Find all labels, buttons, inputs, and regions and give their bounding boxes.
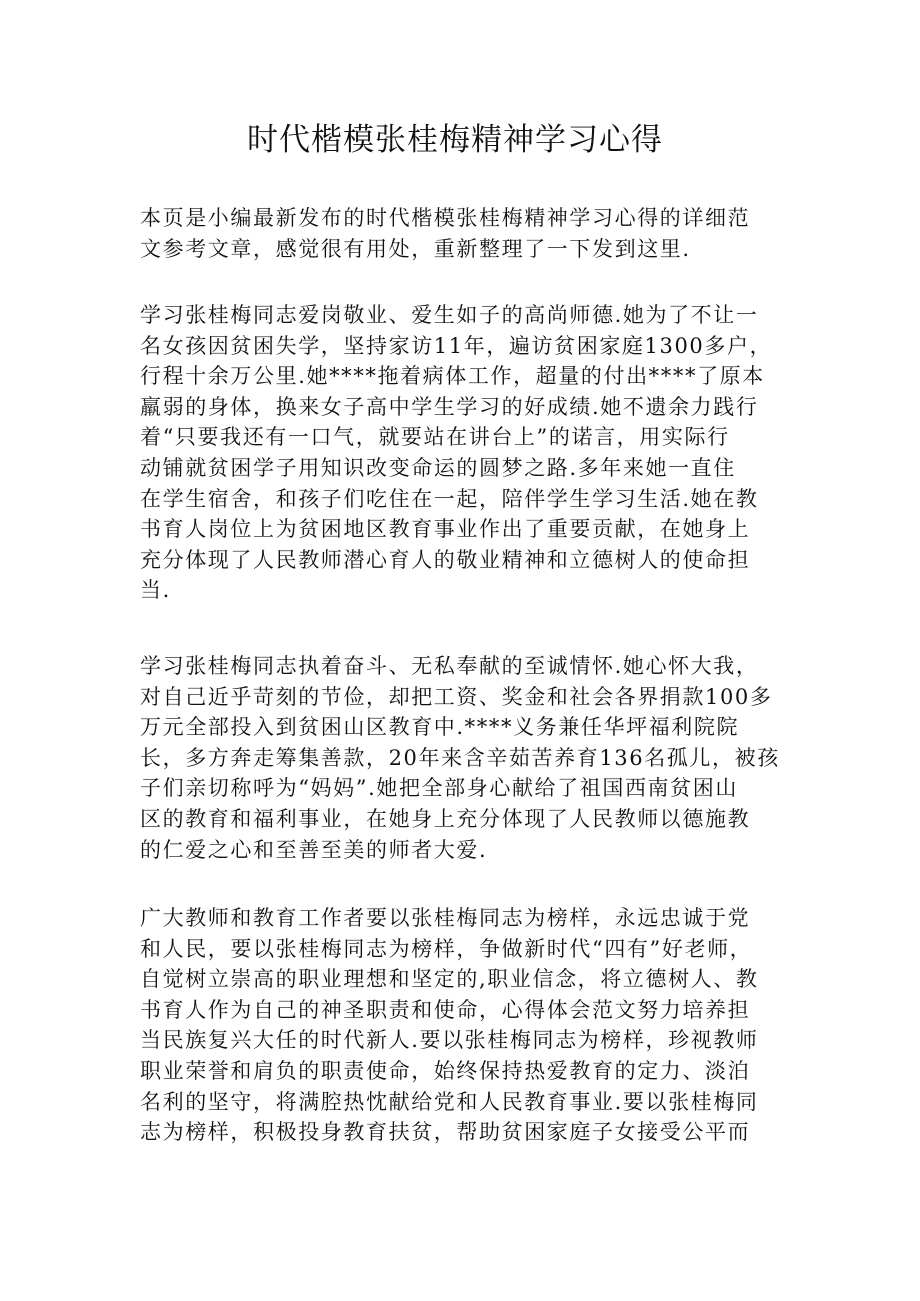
paragraph-line: 行程十余万公里.她****拖着病体工作，超量的付出****了原本 — [140, 364, 765, 389]
paragraph-line: 长，多方奔走筹集善款，20年来含辛茹苦养育136名孤儿，被孩 — [140, 745, 780, 770]
body-paragraph-1 — [140, 300, 780, 606]
paragraph-line: 当民族复兴大任的时代新人.要以张桂梅同志为榜样，珍视教师 — [140, 1028, 759, 1053]
paragraph-line: 名女孩因贫困失学，坚持家访11年，遍访贫困家庭1300多户， — [140, 333, 773, 358]
paragraph-line: 志为榜样，积极投身教育扶贫，帮助贫困家庭子女接受公平而 — [140, 1120, 751, 1145]
paragraph-line: 自觉树立崇高的职业理想和坚定的,职业信念，将立德树人、教 — [140, 967, 759, 992]
body-paragraph-3 — [140, 903, 780, 1148]
paragraph-line: 的仁爱之心和至善至美的师者大爱. — [140, 837, 488, 862]
paragraph-line: 充分体现了人民教师潜心育人的敬业精神和立德树人的使命担 — [140, 547, 751, 572]
paragraph-line: 区的教育和福利事业，在她身上充分体现了人民教师以德施教 — [140, 806, 751, 831]
paragraph-line: 着“只要我还有一口气，就要站在讲台上”的诺言，用实际行 — [140, 425, 730, 450]
paragraph-line: 广大教师和教育工作者要以张桂梅同志为榜样，永远忠诚于党 — [140, 906, 751, 930]
paragraph-line: 学习张桂梅同志执着奋斗、无私奉献的至诚情怀.她心怀大我， — [140, 654, 759, 678]
paragraph-line: 文参考文章，感觉很有用处，重新整理了一下发到这里. — [140, 236, 691, 261]
paragraph-line: 学习张桂梅同志爱岗敬业、爱生如子的高尚师德.她为了不让一 — [140, 303, 759, 327]
paragraph-line: 子们亲切称呼为“妈妈”.她把全部身心献给了祖国西南贫困山 — [140, 776, 738, 801]
paragraph-line: 羸弱的身体，换来女子高中学生学习的好成绩.她不遗余力践行 — [140, 394, 759, 419]
paragraph-line: 动铺就贫困学子用知识改变命运的圆梦之路.多年来她一直住 — [140, 455, 736, 480]
body-paragraph-2 — [140, 651, 780, 865]
paragraph-line: 和人民，要以张桂梅同志为榜样，争做新时代“四有”好老师， — [140, 936, 753, 961]
paragraph-line: 书育人岗位上为贫困地区教育事业作出了重要贡献，在她身上 — [140, 517, 751, 542]
paragraph-line: 职业荣誉和肩负的职责使命，始终保持热爱教育的定力、淡泊 — [140, 1058, 751, 1083]
intro-paragraph — [140, 203, 780, 264]
paragraph-line: 对自己近乎苛刻的节俭，却把工资、奖金和社会各界捐款100多 — [140, 684, 773, 709]
paragraph-line: 万元全部投入到贫困山区教育中.****义务兼任华坪福利院院 — [140, 715, 740, 740]
paragraph-line: 书育人作为自己的神圣职责和使命，心得体会范文努力培养担 — [140, 997, 751, 1022]
paragraph-line: 在学生宿舍，和孩子们吃住在一起，陪伴学生学习生活.她在教 — [140, 486, 759, 511]
paragraph-line: 名利的坚守，将满腔热忱献给党和人民教育事业.要以张桂梅同 — [140, 1089, 759, 1114]
document-title: 时代楷模张桂梅精神学习心得 — [247, 122, 663, 158]
paragraph-line: 当. — [140, 578, 171, 603]
paragraph-line: 本页是小编最新发布的时代楷模张桂梅精神学习心得的详细范 — [140, 206, 751, 230]
